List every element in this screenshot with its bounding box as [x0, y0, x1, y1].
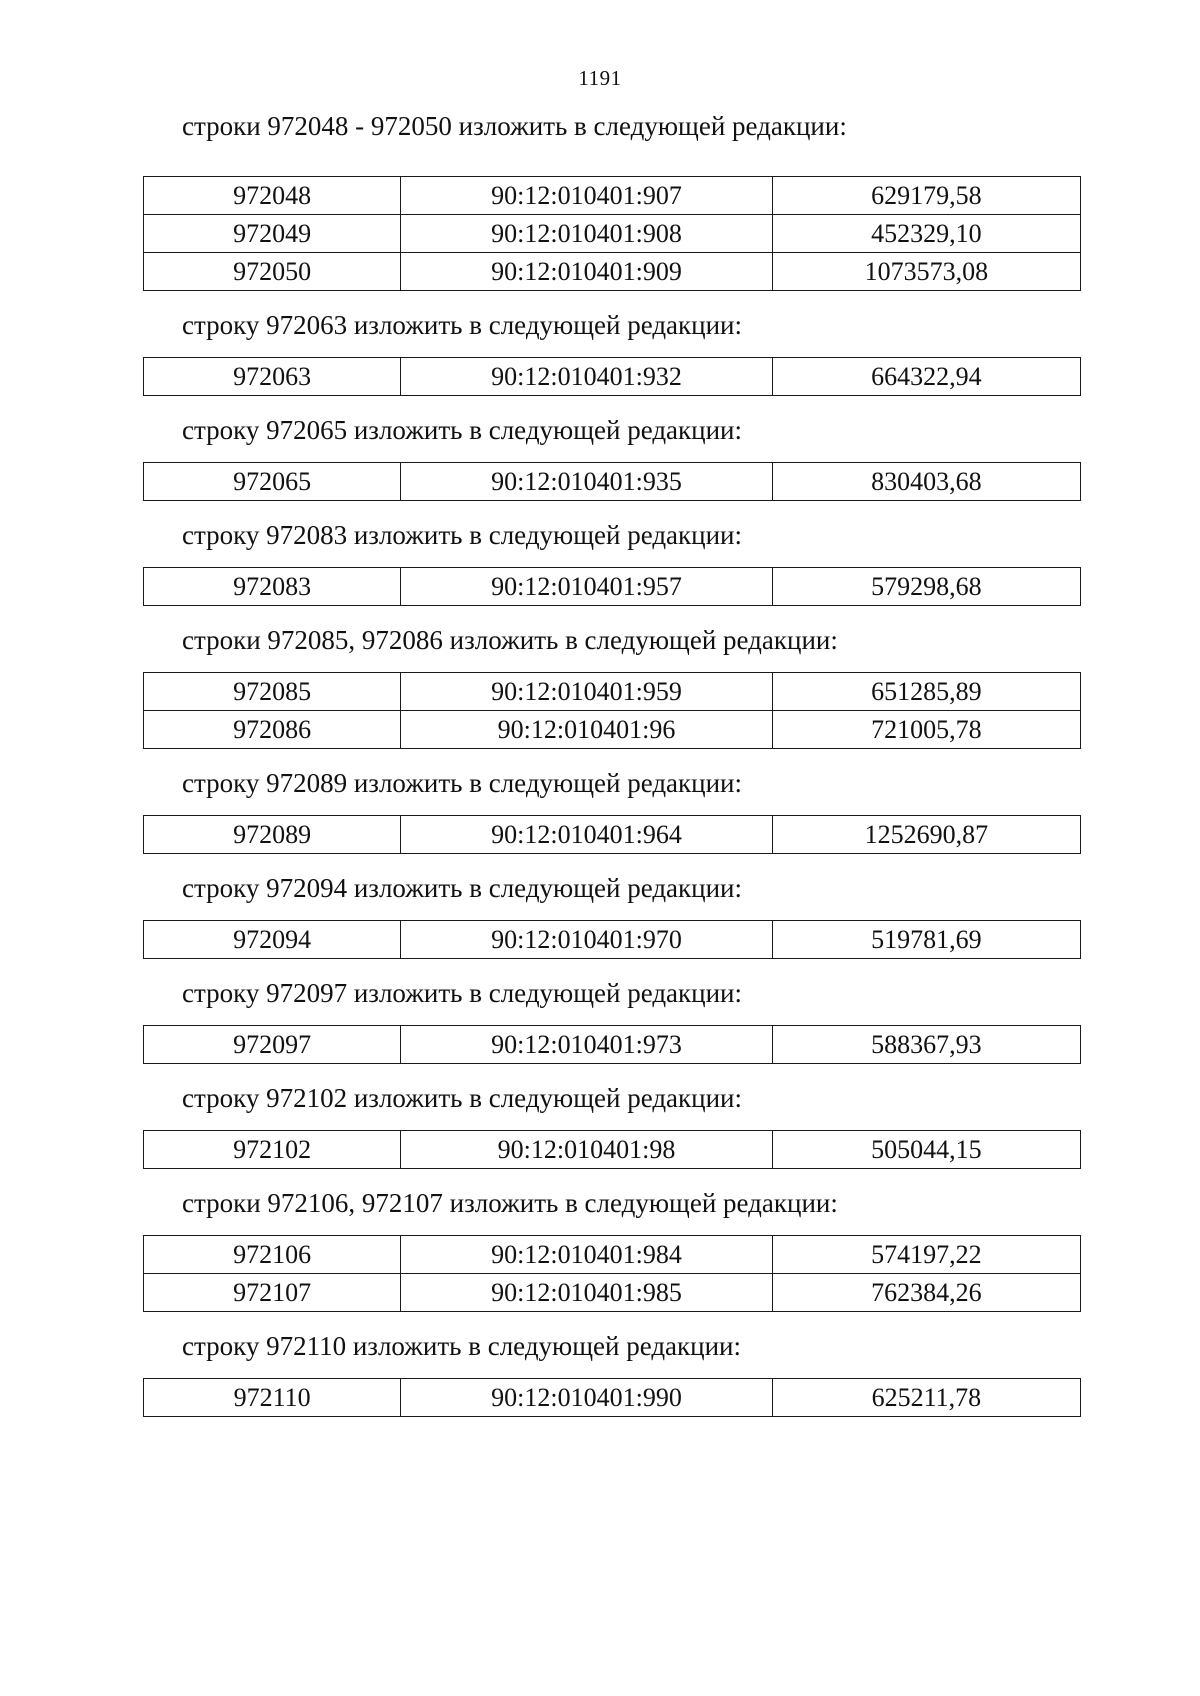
cadastral-number-cell: 90:12:010401:908	[401, 215, 772, 253]
cadastral-number-cell: 90:12:010401:984	[401, 1236, 772, 1274]
amendment-table	[143, 1025, 1081, 1064]
amendment-table	[143, 1235, 1081, 1312]
table-row	[144, 921, 1081, 959]
table-row	[144, 215, 1081, 253]
row-number-cell: 972107	[144, 1274, 401, 1312]
table-row	[144, 358, 1081, 396]
value-cell: 830403,68	[772, 463, 1080, 501]
table-row	[144, 1131, 1081, 1169]
value-cell: 452329,10	[772, 215, 1080, 253]
cadastral-number-cell: 90:12:010401:907	[401, 177, 772, 215]
page-number: 1191	[578, 66, 622, 90]
table-row	[144, 1274, 1081, 1312]
amendment-block	[0, 624, 1200, 749]
value-cell: 519781,69	[772, 921, 1080, 959]
table-row	[144, 463, 1081, 501]
row-number-cell: 972085	[144, 673, 401, 711]
cadastral-number-cell: 90:12:010401:909	[401, 253, 772, 291]
table-row	[144, 1026, 1081, 1064]
row-number-cell: 972083	[144, 568, 401, 606]
value-cell: 625211,78	[772, 1379, 1080, 1417]
amendment-table	[143, 462, 1081, 501]
value-cell: 1073573,08	[772, 253, 1080, 291]
amendment-instruction: строки 972106, 972107 изложить в следующей редакции:	[182, 1188, 838, 1218]
value-cell: 762384,26	[772, 1274, 1080, 1312]
row-number-cell: 972110	[144, 1379, 401, 1417]
cadastral-number-cell: 90:12:010401:985	[401, 1274, 772, 1312]
row-number-cell: 972094	[144, 921, 401, 959]
cadastral-number-cell: 90:12:010401:959	[401, 673, 772, 711]
row-number-cell: 972097	[144, 1026, 401, 1064]
amendment-instruction: строку 972063 изложить в следующей редакции:	[182, 310, 743, 340]
table-row	[144, 568, 1081, 606]
amendment-block	[0, 1187, 1200, 1312]
amendment-table	[143, 672, 1081, 749]
cadastral-number-cell: 90:12:010401:990	[401, 1379, 772, 1417]
value-cell: 721005,78	[772, 711, 1080, 749]
cadastral-number-cell: 90:12:010401:98	[401, 1131, 772, 1169]
table-row	[144, 711, 1081, 749]
cadastral-number-cell: 90:12:010401:964	[401, 816, 772, 854]
amendment-block	[0, 977, 1200, 1064]
amendment-table	[143, 815, 1081, 854]
row-number-cell: 972102	[144, 1131, 401, 1169]
amendment-table	[143, 357, 1081, 396]
row-number-cell: 972048	[144, 177, 401, 215]
table-row	[144, 253, 1081, 291]
value-cell: 1252690,87	[772, 816, 1080, 854]
table-row	[144, 1379, 1081, 1417]
value-cell: 629179,58	[772, 177, 1080, 215]
amendment-block	[0, 309, 1200, 396]
amendment-instruction: строки 972085, 972086 изложить в следующей редакции:	[182, 625, 838, 655]
amendment-block	[0, 872, 1200, 959]
table-row	[144, 673, 1081, 711]
cadastral-number-cell: 90:12:010401:935	[401, 463, 772, 501]
value-cell: 651285,89	[772, 673, 1080, 711]
cadastral-number-cell: 90:12:010401:957	[401, 568, 772, 606]
value-cell: 505044,15	[772, 1131, 1080, 1169]
cadastral-number-cell: 90:12:010401:973	[401, 1026, 772, 1064]
row-number-cell: 972063	[144, 358, 401, 396]
row-number-cell: 972089	[144, 816, 401, 854]
amendment-instruction: строку 972083 изложить в следующей редакции:	[182, 520, 743, 550]
amendment-table	[143, 176, 1081, 291]
value-cell: 588367,93	[772, 1026, 1080, 1064]
row-number-cell: 972065	[144, 463, 401, 501]
amendment-instruction: строку 972065 изложить в следующей редакции:	[182, 415, 743, 445]
cadastral-number-cell: 90:12:010401:96	[401, 711, 772, 749]
amendment-instruction: строку 972094 изложить в следующей редакции:	[182, 873, 743, 903]
document-body	[0, 110, 1200, 1417]
amendment-instruction: строку 972110 изложить в следующей редакции:	[182, 1331, 742, 1361]
amendment-instruction: строку 972102 изложить в следующей редакции:	[182, 1083, 743, 1113]
value-cell: 574197,22	[772, 1236, 1080, 1274]
value-cell: 664322,94	[772, 358, 1080, 396]
value-cell: 579298,68	[772, 568, 1080, 606]
amendment-block	[0, 414, 1200, 501]
amendment-block	[0, 110, 1200, 291]
amendment-table	[143, 920, 1081, 959]
table-row	[144, 177, 1081, 215]
cadastral-number-cell: 90:12:010401:970	[401, 921, 772, 959]
amendment-table	[143, 567, 1081, 606]
amendment-instruction: строку 972097 изложить в следующей редакции:	[182, 978, 743, 1008]
row-number-cell: 972050	[144, 253, 401, 291]
amendment-block	[0, 519, 1200, 606]
amendment-table	[143, 1130, 1081, 1169]
amendment-instruction: строку 972089 изложить в следующей редакции:	[182, 768, 743, 798]
row-number-cell: 972106	[144, 1236, 401, 1274]
amendment-block	[0, 767, 1200, 854]
amendment-block	[0, 1082, 1200, 1169]
amendment-table	[143, 1378, 1081, 1417]
table-row	[144, 1236, 1081, 1274]
amendment-block	[0, 1330, 1200, 1417]
amendment-instruction: строки 972048 - 972050 изложить в следующей редакции:	[182, 111, 847, 141]
row-number-cell: 972049	[144, 215, 401, 253]
table-row	[144, 816, 1081, 854]
row-number-cell: 972086	[144, 711, 401, 749]
cadastral-number-cell: 90:12:010401:932	[401, 358, 772, 396]
